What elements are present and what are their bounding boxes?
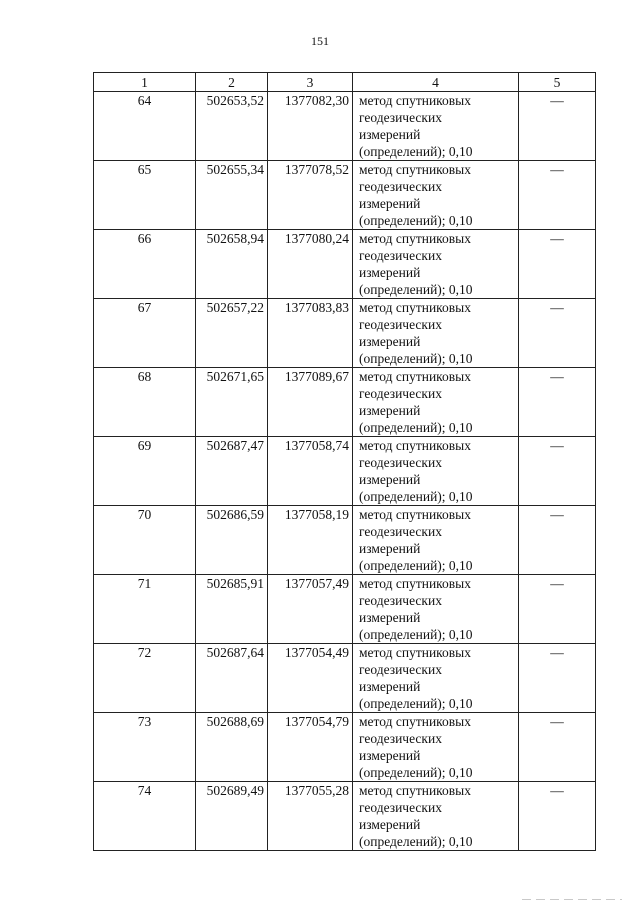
- y-coordinate-cell: 1377054,79: [268, 713, 353, 782]
- y-coordinate-cell: 1377057,49: [268, 575, 353, 644]
- note-cell: —: [519, 299, 596, 368]
- column-header: 5: [519, 73, 596, 92]
- point-number-cell: 71: [94, 575, 196, 644]
- method-text: метод спутниковых геодезических измерений (определений); 0,10: [359, 714, 473, 780]
- point-number-cell: 66: [94, 230, 196, 299]
- table-row: [94, 92, 596, 161]
- method-text: метод спутниковых геодезических измерений (определений); 0,10: [359, 438, 473, 504]
- column-header: 3: [268, 73, 353, 92]
- method-cell: [353, 368, 519, 437]
- x-coordinate-cell: 502685,91: [196, 575, 268, 644]
- point-number-cell: 68: [94, 368, 196, 437]
- point-number-cell: 69: [94, 437, 196, 506]
- x-coordinate-cell: 502657,22: [196, 299, 268, 368]
- point-number-cell: 72: [94, 644, 196, 713]
- method-cell: [353, 506, 519, 575]
- y-coordinate-cell: 1377058,19: [268, 506, 353, 575]
- note-cell: —: [519, 161, 596, 230]
- note-cell: —: [519, 230, 596, 299]
- note-cell: —: [519, 644, 596, 713]
- x-coordinate-cell: 502658,94: [196, 230, 268, 299]
- method-text: метод спутниковых геодезических измерений (определений); 0,10: [359, 645, 473, 711]
- method-cell: [353, 299, 519, 368]
- method-text: метод спутниковых геодезических измерений (определений); 0,10: [359, 93, 473, 159]
- method-cell: [353, 92, 519, 161]
- column-header: 1: [94, 73, 196, 92]
- y-coordinate-cell: 1377080,24: [268, 230, 353, 299]
- point-number-cell: 65: [94, 161, 196, 230]
- point-number-cell: 73: [94, 713, 196, 782]
- method-cell: [353, 575, 519, 644]
- column-header: 4: [353, 73, 519, 92]
- point-number-cell: 74: [94, 782, 196, 851]
- coordinates-table: [93, 72, 596, 851]
- table-row: [94, 713, 596, 782]
- footer-scan-mark: [522, 899, 622, 900]
- x-coordinate-cell: 502687,47: [196, 437, 268, 506]
- point-number-cell: 67: [94, 299, 196, 368]
- y-coordinate-cell: 1377082,30: [268, 92, 353, 161]
- note-cell: —: [519, 713, 596, 782]
- method-cell: [353, 713, 519, 782]
- method-text: метод спутниковых геодезических измерений (определений); 0,10: [359, 507, 473, 573]
- y-coordinate-cell: 1377089,67: [268, 368, 353, 437]
- method-text: метод спутниковых геодезических измерений (определений); 0,10: [359, 300, 473, 366]
- table-row: [94, 437, 596, 506]
- y-coordinate-cell: 1377078,52: [268, 161, 353, 230]
- note-cell: —: [519, 368, 596, 437]
- method-cell: [353, 230, 519, 299]
- x-coordinate-cell: 502687,64: [196, 644, 268, 713]
- column-header: 2: [196, 73, 268, 92]
- y-coordinate-cell: 1377083,83: [268, 299, 353, 368]
- table-row: [94, 575, 596, 644]
- y-coordinate-cell: 1377055,28: [268, 782, 353, 851]
- method-text: метод спутниковых геодезических измерений (определений); 0,10: [359, 231, 473, 297]
- point-number-cell: 70: [94, 506, 196, 575]
- x-coordinate-cell: 502688,69: [196, 713, 268, 782]
- x-coordinate-cell: 502671,65: [196, 368, 268, 437]
- method-cell: [353, 437, 519, 506]
- x-coordinate-cell: 502686,59: [196, 506, 268, 575]
- point-number-cell: 64: [94, 92, 196, 161]
- table-row: [94, 644, 596, 713]
- note-cell: —: [519, 782, 596, 851]
- y-coordinate-cell: 1377054,49: [268, 644, 353, 713]
- table-row: [94, 506, 596, 575]
- table-row: [94, 368, 596, 437]
- note-cell: —: [519, 437, 596, 506]
- method-cell: [353, 161, 519, 230]
- method-cell: [353, 644, 519, 713]
- y-coordinate-cell: 1377058,74: [268, 437, 353, 506]
- method-text: метод спутниковых геодезических измерений (определений); 0,10: [359, 162, 473, 228]
- note-cell: —: [519, 575, 596, 644]
- method-text: метод спутниковых геодезических измерений (определений); 0,10: [359, 369, 473, 435]
- x-coordinate-cell: 502689,49: [196, 782, 268, 851]
- x-coordinate-cell: 502653,52: [196, 92, 268, 161]
- table-row: [94, 299, 596, 368]
- note-cell: —: [519, 506, 596, 575]
- table-row: [94, 161, 596, 230]
- note-cell: —: [519, 92, 596, 161]
- method-text: метод спутниковых геодезических измерений (определений); 0,10: [359, 576, 473, 642]
- method-cell: [353, 782, 519, 851]
- x-coordinate-cell: 502655,34: [196, 161, 268, 230]
- page-number: 151: [311, 34, 329, 48]
- table-header-row: [94, 73, 596, 92]
- table-row: [94, 782, 596, 851]
- table-row: [94, 230, 596, 299]
- method-text: метод спутниковых геодезических измерений (определений); 0,10: [359, 783, 473, 849]
